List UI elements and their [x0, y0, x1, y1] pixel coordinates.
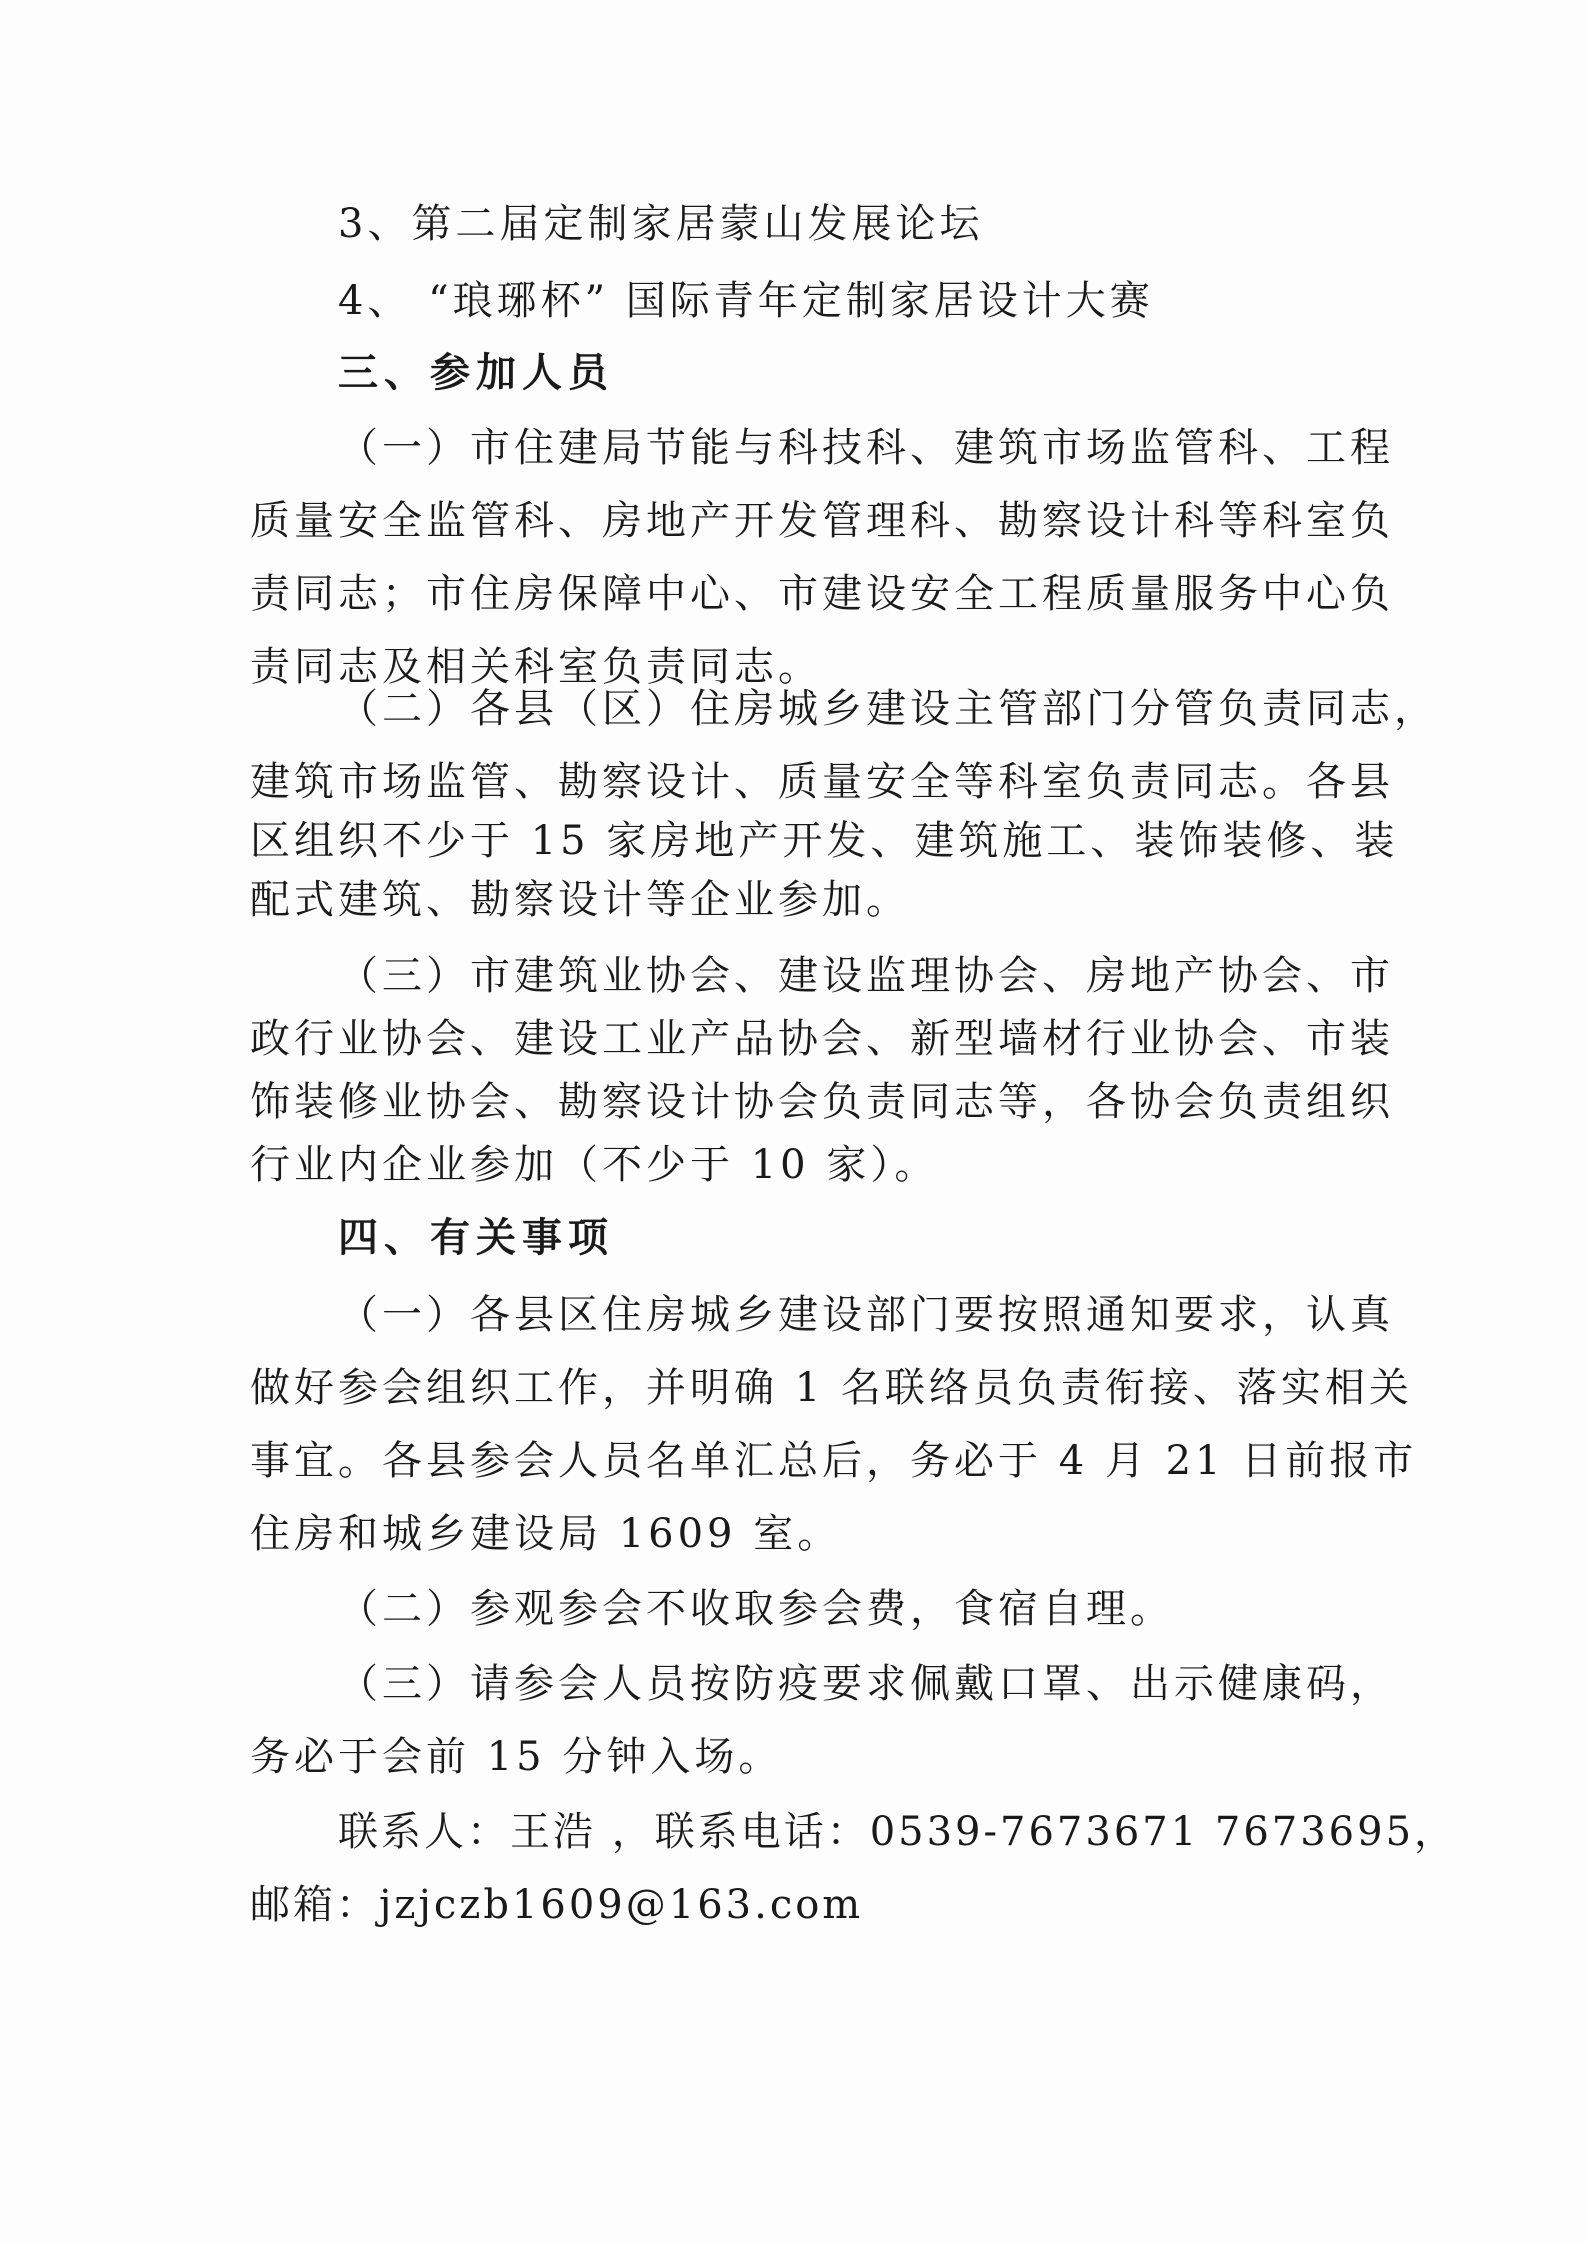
paragraph-line: （三）请参会人员按防疫要求佩戴口罩、出示健康码， — [338, 1661, 1394, 1707]
paragraph-line: 事宜。各县参会人员名单汇总后，务必于 4 月 21 日前报市 — [250, 1438, 1418, 1484]
paragraph-line: 做好参会组织工作，并明确 1 名联络员负责衔接、落实相关 — [250, 1365, 1413, 1411]
paragraph-line: 区组织不少于 15 家房地产开发、建筑施工、装饰装修、装 — [250, 818, 1399, 864]
paragraph-line: （一）市住建局节能与科技科、建筑市场监管科、工程 — [338, 425, 1394, 471]
section-heading-participants: 三、参加人员 — [338, 349, 614, 396]
paragraph-line: 质量安全监管科、房地产开发管理科、勘察设计科等科室负 — [250, 498, 1394, 544]
paragraph-line: 行业内企业参加（不少于 10 家）。 — [250, 1142, 939, 1188]
paragraph-line: （三）市建筑业协会、建设监理协会、房地产协会、市 — [338, 953, 1394, 999]
paragraph-line: 务必于会前 15 分钟入场。 — [250, 1734, 783, 1780]
contact-email-line: 邮箱：jzjczb1609@163.com — [250, 1882, 864, 1928]
paragraph-line: （一）各县区住房城乡建设部门要按照通知要求，认真 — [338, 1292, 1394, 1338]
section-heading-matters: 四、有关事项 — [338, 1214, 614, 1261]
paragraph-line: （二）参观参会不收取参会费，食宿自理。 — [338, 1586, 1174, 1632]
list-item-3: 3、第二届定制家居蒙山发展论坛 — [338, 201, 984, 247]
paragraph-line: （二）各县（区）住房城乡建设主管部门分管负责同志， — [338, 686, 1438, 732]
paragraph-line: 住房和城乡建设局 1609 室。 — [250, 1511, 842, 1557]
paragraph-line: 责同志；市住房保障中心、市建设安全工程质量服务中心负 — [250, 571, 1394, 617]
contact-phone-line: 联系人：王浩 ，联系电话：0539-7673671 7673695， — [338, 1809, 1458, 1855]
paragraph-line: 饰装修业协会、勘察设计协会负责同志等，各协会负责组织 — [250, 1079, 1394, 1125]
paragraph-line: 配式建筑、勘察设计等企业参加。 — [250, 877, 910, 923]
list-item-4: 4、 “琅琊杯” 国际青年定制家居设计大赛 — [338, 278, 1154, 324]
paragraph-line: 责同志及相关科室负责同志。 — [250, 644, 822, 690]
paragraph-line: 建筑市场监管、勘察设计、质量安全等科室负责同志。各县 — [250, 759, 1394, 805]
paragraph-line: 政行业协会、建设工业产品协会、新型墙材行业协会、市装 — [250, 1016, 1394, 1062]
